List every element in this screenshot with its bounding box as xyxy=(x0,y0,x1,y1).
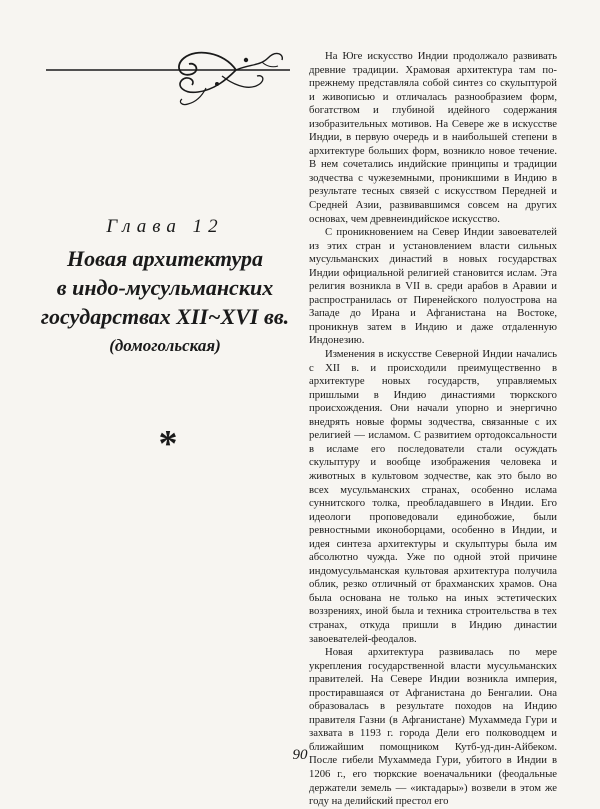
paragraph: С проникновением на Север Индии завоевателей из этих стран и установлением власти сильных мусульманских династий в новых государствах Индии официальной религией становится ислам. Эта религия возникла в VII в. среди арабов в Аравии и распространилась от Пиренейского полуострова на Западе до Ирана и Афганистана на Востоке, проникнув затем в Индию и даже отдаленную Индонезию. xyxy=(309,226,557,347)
paragraph: Изменения в искусстве Северной Индии начались с XII в. и происходили преимущественно в архитектуре новых государств, управляемых пришлыми в Индию династиями тюркского происхождения. Они начали упорно и энергично внедрять новые формы зодчества, связанные с их религией — исламом. С развитием ортодоксальности в исламе его последователи стали осуждать скульптуру и вообще изображения человека и животных в культовом зодчестве, как это было во всех мусульманских странах, особенно ислама суннитского толка, преобладавшего в Индии. Его идеологи проповедовали единобожие, были ревностными иконоборцами, особенно в Индии, и идея синтеза архитектуры и скульптуры была им абсолютно чужда. Уже по одной этой причине индомусульманская культовая архитектура получила облик, резко отличный от брахманских храмов. Она была основана не только на иных эстетических воззрениях, иной была и техника строительства в тех странах, откуда пришли в Индию династии завоевателей-феодалов. xyxy=(309,348,557,645)
chapter-title-line-1: Новая архитектура xyxy=(67,246,263,271)
body-text-column xyxy=(309,50,557,809)
chapter-heading xyxy=(30,216,300,359)
asterisk-ornament: * xyxy=(158,423,178,465)
chapter-label: Глава 12 xyxy=(106,216,224,237)
flourish-ornament xyxy=(46,46,290,110)
paragraph: Новая архитектура развивалась по мере укрепления государственной власти мусульманских правителей. На Севере Индии возникла империя, простиравшаяся от Афганистана до Бенгалии. Она образовалась в результате походов на Индию правителя Газни (в Афганистане) Мухаммеда Гури и захвата в 1193 г. города Дели его полководцем и ближайшим помощником Кутб-уд-дин-Айбеком. После гибели Мухаммеда Гури, убитого в Индии в 1206 г., его тюркские военачальники (феодальные держатели земель — «иктадары») возвели в этом же году на делийский престол его xyxy=(309,646,557,808)
chapter-subtitle: (домогольская) xyxy=(109,336,221,355)
chapter-title-line-2: в индо-мусульманских xyxy=(56,275,274,300)
page-number: 90 xyxy=(292,747,308,763)
paragraph: На Юге искусство Индии продолжало развивать древние традиции. Храмовая архитектура там по-прежнему представляла собой синтез со скульптурой и живописью и отличалась разнообразием форм, богатством и глубиной идейного содержания изобразительных мотивов. На Севере же в искусстве Индии, в первую очередь и в наибольшей степени в архитектуре больших форм, возникло новое течение. В нем сочетались индийские принципы и традиции зодчества с чужеземными, проникшими в Индию в результате тесных связей с искусством Передней и Средней Азии, развивавшимся совсем на других основах, чем древнеиндийское искусство. xyxy=(309,50,557,225)
chapter-title-line-3: государствах XII~XVI вв. xyxy=(40,304,290,329)
